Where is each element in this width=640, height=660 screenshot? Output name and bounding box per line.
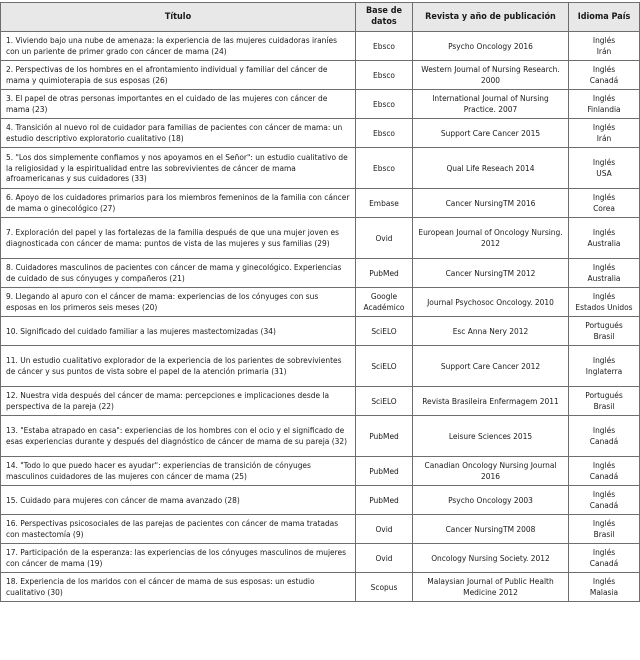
language: Inglés [592, 518, 616, 529]
cell-journal: Oncology Nursing Society. 2012 [413, 544, 569, 573]
cell-lang-country [569, 486, 640, 515]
cell-journal: Qual Life Reseach 2014 [413, 148, 569, 189]
cell-title: 1. Viviendo bajo una nube de amenaza: la experiencia de las mujeres cuidadoras iraníes con un pariente de primer grado con cáncer de mama (24) [1, 32, 356, 61]
country: Corea [593, 203, 615, 213]
cell-lang-country [569, 32, 640, 61]
cell-database: Ovid [356, 544, 413, 573]
table-row [1, 515, 640, 544]
cell-title: 12. Nuestra vida después del cáncer de mama: percepciones e implicaciones desde la perspectiva de la pareja (22) [1, 387, 356, 416]
language: Inglés [592, 576, 616, 587]
cell-database: PubMed [356, 416, 413, 457]
cell-database: PubMed [356, 457, 413, 486]
cell-journal: Support Care Cancer 2012 [413, 346, 569, 387]
language: Inglés [592, 460, 616, 471]
table-row [1, 544, 640, 573]
cell-lang-country [569, 259, 640, 288]
cell-journal: Canadian Oncology Nursing Journal 2016 [413, 457, 569, 486]
language: Inglés [592, 425, 616, 436]
table-row [1, 148, 640, 189]
cell-title: 7. Exploración del papel y las fortalezas de la familia después de que una mujer joven es diagnosticada con cáncer de mama: puntos de vista de las mujeres y sus familias (29) [1, 218, 356, 259]
cell-database: Ebsco [356, 119, 413, 148]
country: Australia [587, 238, 621, 248]
country: Inglaterra [585, 366, 623, 376]
table-row [1, 573, 640, 602]
cell-lang-country [569, 544, 640, 573]
cell-journal: Cancer NursingTM 2008 [413, 515, 569, 544]
cell-journal: Cancer NursingTM 2012 [413, 259, 569, 288]
cell-journal: International Journal of Nursing Practice. 2007 [413, 90, 569, 119]
table-row [1, 61, 640, 90]
cell-title: 6. Apoyo de los cuidadores primarios para los miembros femeninos de la familia con cáncer de mama o ginecológico (27) [1, 189, 356, 218]
cell-lang-country [569, 148, 640, 189]
language: Inglés [592, 547, 616, 558]
country: USA [596, 168, 612, 178]
table-row [1, 90, 640, 119]
cell-database: Ebsco [356, 32, 413, 61]
cell-title: 14. "Todo lo que puedo hacer es ayudar": experiencias de transición de cónyuges masculinos cuidadores de las mujeres con cáncer de mama (25) [1, 457, 356, 486]
cell-journal: Revista Brasileira Enfermagem 2011 [413, 387, 569, 416]
table-row [1, 288, 640, 317]
cell-lang-country [569, 515, 640, 544]
cell-title: 13. "Estaba atrapado en casa": experiencias de los hombres con el ocio y el significado de esas experiencias durante y después del diagnóstico de cáncer de mama de su pareja (32) [1, 416, 356, 457]
header-journal: Revista y año de publicación [413, 3, 569, 32]
cell-title: 18. Experiencia de los maridos con el cáncer de mama de sus esposas: un estudio cualitativo (30) [1, 573, 356, 602]
language: Inglés [592, 355, 616, 366]
header-database: Base de datos [356, 3, 413, 32]
cell-title: 3. El papel de otras personas importantes en el cuidado de las mujeres con cáncer de mama (23) [1, 90, 356, 119]
cell-lang-country [569, 189, 640, 218]
header-lang-country: Idioma País [569, 3, 640, 32]
cell-database: SciELO [356, 317, 413, 346]
table-row [1, 416, 640, 457]
cell-database: Ebsco [356, 61, 413, 90]
cell-journal: Journal Psychosoc Oncology. 2010 [413, 288, 569, 317]
language: Inglés [592, 157, 616, 168]
country: Brasil [593, 401, 615, 411]
cell-database: PubMed [356, 259, 413, 288]
cell-database: Ovid [356, 515, 413, 544]
language: Inglés [592, 489, 616, 500]
language: Inglés [592, 291, 616, 302]
cell-lang-country [569, 119, 640, 148]
cell-lang-country [569, 457, 640, 486]
cell-title: 11. Un estudio cualitativo explorador de la experiencia de los parientes de sobrevivientes de cáncer y sus puntos de vista sobre el papel de la atención primaria (31) [1, 346, 356, 387]
country: Canadá [589, 436, 619, 446]
country: Canadá [589, 471, 619, 481]
cell-title: 16. Perspectivas psicosociales de las parejas de pacientes con cáncer de mama tratadas con mastectomía (9) [1, 515, 356, 544]
cell-journal: Malaysian Journal of Public Health Medicine 2012 [413, 573, 569, 602]
header-row [1, 3, 640, 32]
table-row [1, 317, 640, 346]
cell-lang-country [569, 90, 640, 119]
cell-journal: Psycho Oncology 2016 [413, 32, 569, 61]
language: Inglés [592, 262, 616, 273]
country: Irán [596, 133, 612, 143]
cell-journal: Support Care Cancer 2015 [413, 119, 569, 148]
cell-database: Scopus [356, 573, 413, 602]
cell-database: SciELO [356, 387, 413, 416]
language: Inglés [592, 64, 616, 75]
cell-journal: Esc Anna Nery 2012 [413, 317, 569, 346]
language: Portugués [585, 320, 623, 331]
studies-table [0, 2, 640, 602]
cell-title: 5. "Los dos simplemente confiamos y nos apoyamos en el Señor": un estudio cualitativo de la religiosidad y la espiritualidad entre las sobrevivientes de cáncer de mama afroamericanas y sus cuidadores (33) [1, 148, 356, 189]
country: Brasil [593, 529, 615, 539]
cell-lang-country [569, 573, 640, 602]
cell-title: 17. Participación de la esperanza: las experiencias de los cónyuges masculinos de mujeres con cáncer de mama (19) [1, 544, 356, 573]
country: Brasil [593, 331, 615, 341]
cell-lang-country [569, 346, 640, 387]
cell-title: 9. Llegando al apuro con el cáncer de mama: experiencias de los cónyuges con sus esposas en los primeros seis meses (20) [1, 288, 356, 317]
country: Australia [587, 273, 621, 283]
cell-lang-country [569, 317, 640, 346]
cell-journal: Western Journal of Nursing Research. 2000 [413, 61, 569, 90]
country: Finlandia [587, 104, 621, 114]
table-row [1, 32, 640, 61]
cell-journal: Psycho Oncology 2003 [413, 486, 569, 515]
language: Inglés [592, 93, 616, 104]
cell-journal: Leisure Sciences 2015 [413, 416, 569, 457]
country: Malasia [589, 587, 619, 597]
language: Inglés [592, 227, 616, 238]
cell-title: 15. Cuidado para mujeres con cáncer de mama avanzado (28) [1, 486, 356, 515]
country: Estados Unidos [575, 302, 633, 312]
country: Canadá [589, 500, 619, 510]
table-row [1, 486, 640, 515]
table-row [1, 387, 640, 416]
table-row [1, 346, 640, 387]
table-row [1, 189, 640, 218]
cell-lang-country [569, 288, 640, 317]
cell-lang-country [569, 416, 640, 457]
language: Inglés [592, 122, 616, 133]
cell-database: Embase [356, 189, 413, 218]
cell-database: Google Académico [356, 288, 413, 317]
cell-database: PubMed [356, 486, 413, 515]
cell-journal: Cancer NursingTM 2016 [413, 189, 569, 218]
cell-database: Ebsco [356, 90, 413, 119]
table-row [1, 259, 640, 288]
cell-lang-country [569, 387, 640, 416]
cell-title: 10. Significado del cuidado familiar a las mujeres mastectomizadas (34) [1, 317, 356, 346]
table-row [1, 119, 640, 148]
cell-database: Ebsco [356, 148, 413, 189]
header-title: Título [1, 3, 356, 32]
country: Canadá [589, 75, 619, 85]
cell-journal: European Journal of Oncology Nursing. 2012 [413, 218, 569, 259]
cell-title: 4. Transición al nuevo rol de cuidador para familias de pacientes con cáncer de mama: un estudio descriptivo exploratorio cualitativo (18) [1, 119, 356, 148]
country: Irán [596, 46, 612, 56]
cell-title: 8. Cuidadores masculinos de pacientes con cáncer de mama y ginecológico. Experiencias de cuidado de sus cónyuges y compañeros (21) [1, 259, 356, 288]
language: Inglés [592, 35, 616, 46]
cell-database: Ovid [356, 218, 413, 259]
cell-title: 2. Perspectivas de los hombres en el afrontamiento individual y familiar del cáncer de mama y quimioterapia de sus esposas (26) [1, 61, 356, 90]
language: Inglés [592, 192, 616, 203]
language: Portugués [585, 390, 623, 401]
cell-database: SciELO [356, 346, 413, 387]
country: Canadá [589, 558, 619, 568]
table-row [1, 218, 640, 259]
cell-lang-country [569, 218, 640, 259]
table-row [1, 457, 640, 486]
cell-lang-country [569, 61, 640, 90]
